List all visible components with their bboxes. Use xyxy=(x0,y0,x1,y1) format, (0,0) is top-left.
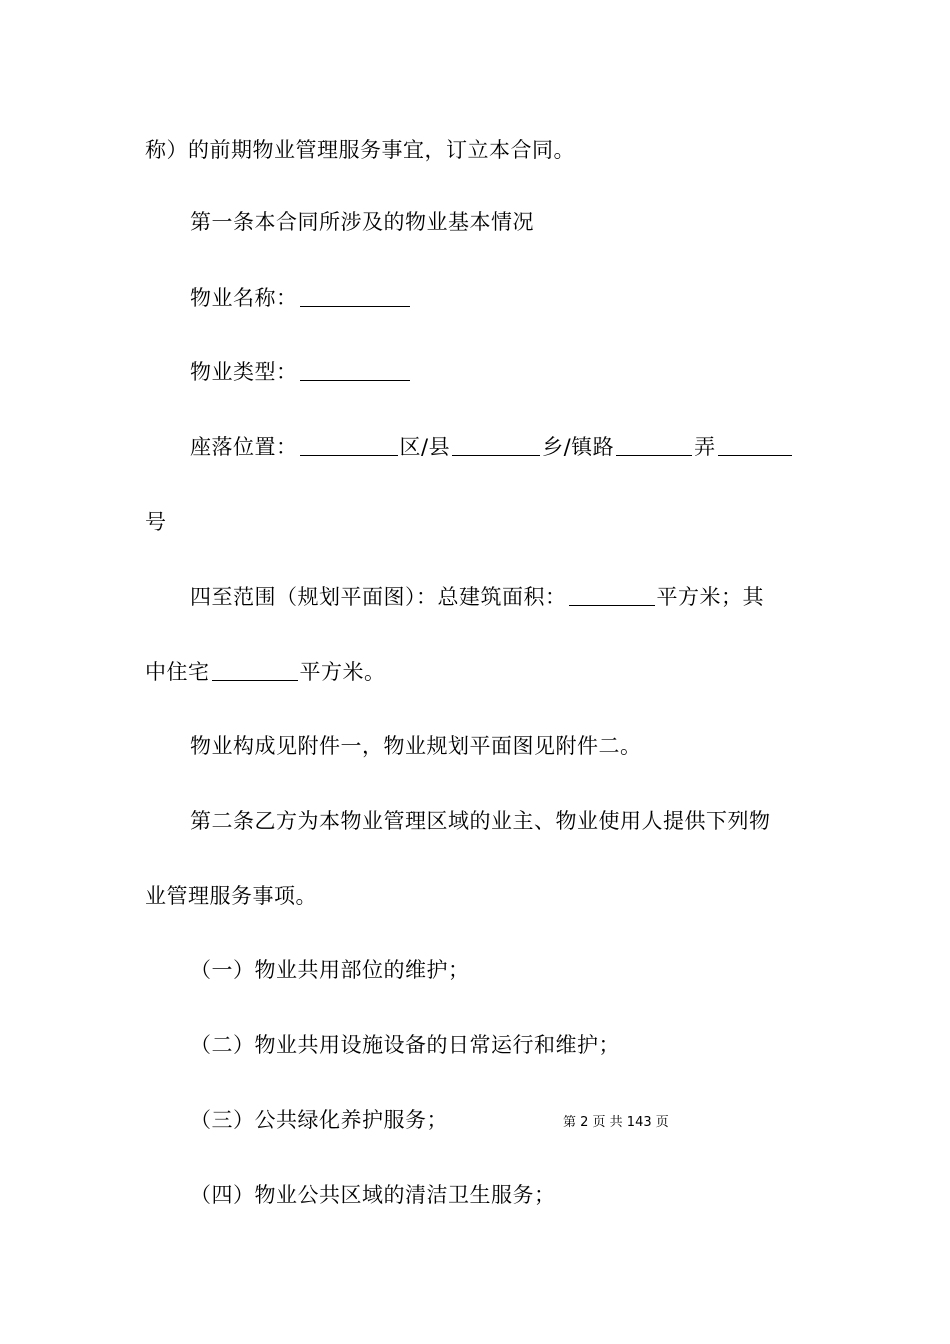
property-name-label: 物业名称： xyxy=(190,286,298,310)
service-item-1-text: （一）物业共用部位的维护； xyxy=(190,958,470,982)
service-item-2 xyxy=(190,1031,620,1059)
location-district-text: 区/县 xyxy=(399,435,451,459)
property-type-blank xyxy=(300,358,410,381)
article-2-text-2: 业管理服务事项。 xyxy=(145,884,317,908)
location-district-blank xyxy=(300,433,398,456)
service-item-2-text: （二）物业共用设施设备的日常运行和维护； xyxy=(190,1033,620,1057)
location-number-blank xyxy=(718,433,792,456)
residential-area-line xyxy=(145,658,386,686)
article-2-line-1 xyxy=(190,807,771,835)
page-footer xyxy=(563,1114,669,1132)
article-1-heading-text: 第一条本合同所涉及的物业基本情况 xyxy=(190,210,534,234)
composition-text: 物业构成见附件一，物业规划平面图见附件二。 xyxy=(190,734,642,758)
location-number-line xyxy=(145,508,167,536)
article-2-line-2 xyxy=(145,882,317,910)
paragraph-1 xyxy=(145,136,575,164)
residential-area-text: 中住宅 xyxy=(145,660,210,684)
service-item-4 xyxy=(190,1181,556,1209)
residential-area-blank xyxy=(212,658,298,681)
total-area-unit: 平方米；其 xyxy=(656,585,764,609)
page-number-label: 第 2 页 共 143 页 xyxy=(563,1115,669,1130)
composition-line xyxy=(190,732,642,760)
location-lane-text: 弄 xyxy=(694,435,716,459)
residential-area-unit: 平方米。 xyxy=(299,660,386,684)
service-item-4-text: （四）物业公共区域的清洁卫生服务； xyxy=(190,1183,556,1207)
article-2-text-1: 第二条乙方为本物业管理区域的业主、物业使用人提供下列物 xyxy=(190,809,771,833)
paragraph-1-text: 称）的前期物业管理服务事宜，订立本合同。 xyxy=(145,138,575,162)
location-town-blank xyxy=(452,433,540,456)
service-item-3 xyxy=(190,1106,448,1134)
service-item-1 xyxy=(190,956,470,984)
location-lane-blank xyxy=(616,433,692,456)
location-town-text: 乡/镇路 xyxy=(542,435,615,459)
boundary-area-line xyxy=(190,583,764,611)
service-item-3-text: （三）公共绿化养护服务； xyxy=(190,1108,448,1132)
property-type-label: 物业类型： xyxy=(190,360,298,384)
property-type-line xyxy=(190,358,412,386)
location-label: 座落位置： xyxy=(190,435,298,459)
boundary-area-text: 四至范围（规划平面图）：总建筑面积： xyxy=(190,585,567,609)
location-line xyxy=(190,433,794,461)
location-number-text: 号 xyxy=(145,510,167,534)
article-1-heading xyxy=(190,208,534,236)
property-name-line xyxy=(190,284,412,312)
total-area-blank xyxy=(569,583,655,606)
property-name-blank xyxy=(300,284,410,307)
